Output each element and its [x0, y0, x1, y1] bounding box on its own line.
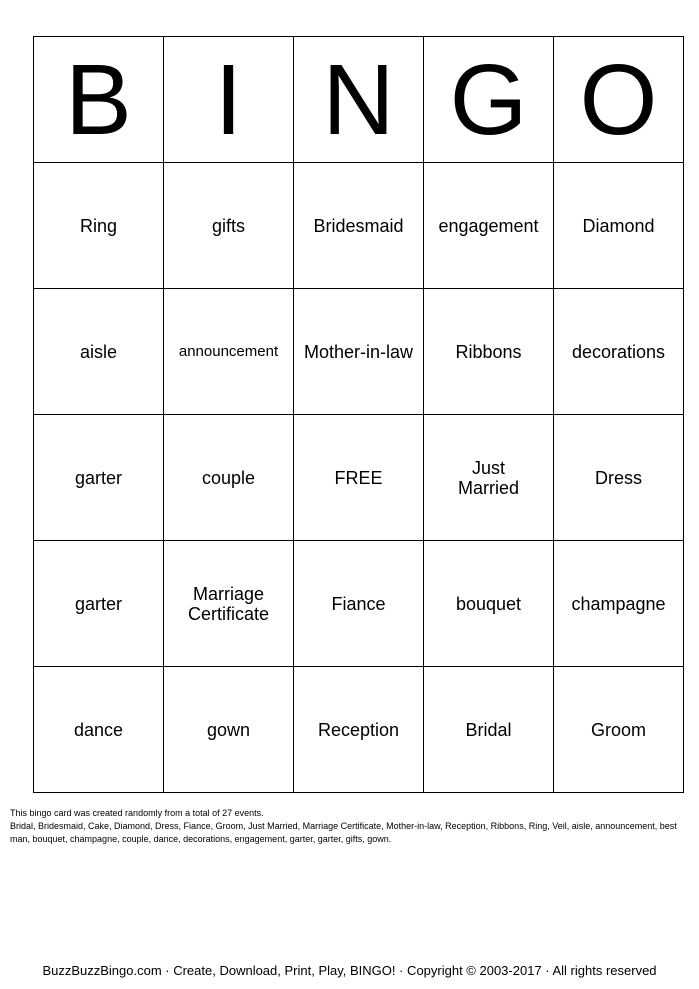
cell-label: Fiance — [331, 593, 386, 614]
header-letter-o — [554, 37, 684, 163]
bingo-row — [34, 163, 684, 289]
cell-label: Bridesmaid — [313, 215, 404, 236]
bingo-cell — [424, 289, 554, 415]
bingo-cell — [554, 415, 684, 541]
bingo-cell — [164, 163, 294, 289]
cell-label: announcement — [178, 342, 279, 360]
bingo-row — [34, 415, 684, 541]
header-letter: I — [214, 43, 243, 156]
header-letter-b — [34, 37, 164, 163]
header-letter: O — [579, 43, 658, 156]
cell-label: FREE — [334, 467, 383, 488]
bingo-cell — [34, 541, 164, 667]
header-letter-g — [424, 37, 554, 163]
cell-label: Ribbons — [455, 341, 522, 362]
cell-label: Dress — [594, 467, 642, 488]
cell-label: Bridal — [465, 719, 512, 740]
bingo-cell — [34, 667, 164, 793]
bingo-cell — [554, 163, 684, 289]
cell-label: champagne — [571, 593, 666, 614]
cell-label: garter — [74, 467, 123, 488]
bingo-cell — [294, 541, 424, 667]
cell-label: gifts — [211, 215, 245, 236]
bingo-cell — [34, 163, 164, 289]
header-letter: B — [65, 43, 132, 156]
cell-label: aisle — [79, 341, 118, 362]
bingo-cell — [424, 415, 554, 541]
cell-label: Mother-in-law — [303, 341, 414, 362]
bingo-cell — [424, 667, 554, 793]
bingo-cell — [294, 163, 424, 289]
note-line-total: This bingo card was created randomly from a total of 27 events. — [10, 808, 264, 818]
bingo-cell — [34, 289, 164, 415]
cell-label: Diamond — [582, 215, 655, 236]
bingo-row — [34, 541, 684, 667]
cell-label: couple — [201, 467, 256, 488]
cell-label: bouquet — [455, 593, 522, 614]
bingo-cell — [294, 667, 424, 793]
bingo-cell — [164, 541, 294, 667]
cell-label: Groom — [590, 719, 646, 740]
card-note — [10, 807, 694, 846]
footer-text: BuzzBuzzBingo.com · Create, Download, Print, Play, BINGO! · Copyright © 2003-2017 · All rights reserved — [42, 963, 657, 978]
cell-label: garter — [74, 593, 123, 614]
cell-label: Ring — [79, 215, 118, 236]
bingo-cell — [164, 415, 294, 541]
bingo-card — [33, 36, 684, 793]
bingo-cell — [164, 667, 294, 793]
cell-label: Marriage Certificate — [187, 583, 270, 624]
bingo-cell — [424, 163, 554, 289]
bingo-cell — [554, 667, 684, 793]
free-space-cell — [294, 415, 424, 541]
cell-label: dance — [73, 719, 124, 740]
note-line-events: Bridal, Bridesmaid, Cake, Diamond, Dress, Fiance, Groom, Just Married, Marriage Certificate, Mother-in-law, Reception, Ribbons, Ring, Veil, aisle, announcement, best man, bouquet, champagne, couple, dance, decorations, engagement, garter, garter, gifts, gown. — [10, 821, 677, 844]
bingo-row — [34, 289, 684, 415]
bingo-header-row — [34, 37, 684, 163]
header-letter: N — [322, 43, 395, 156]
bingo-cell — [554, 541, 684, 667]
cell-label: Reception — [317, 719, 400, 740]
bingo-row — [34, 667, 684, 793]
cell-label: decorations — [571, 341, 666, 362]
header-letter-i — [164, 37, 294, 163]
header-letter: G — [449, 43, 528, 156]
header-letter-n — [294, 37, 424, 163]
bingo-cell — [554, 289, 684, 415]
bingo-cell — [164, 289, 294, 415]
cell-label: gown — [206, 719, 251, 740]
bingo-cell — [34, 415, 164, 541]
bingo-cell — [424, 541, 554, 667]
cell-label: Just Married — [457, 457, 519, 498]
bingo-cell — [294, 289, 424, 415]
cell-label: engagement — [438, 215, 539, 236]
